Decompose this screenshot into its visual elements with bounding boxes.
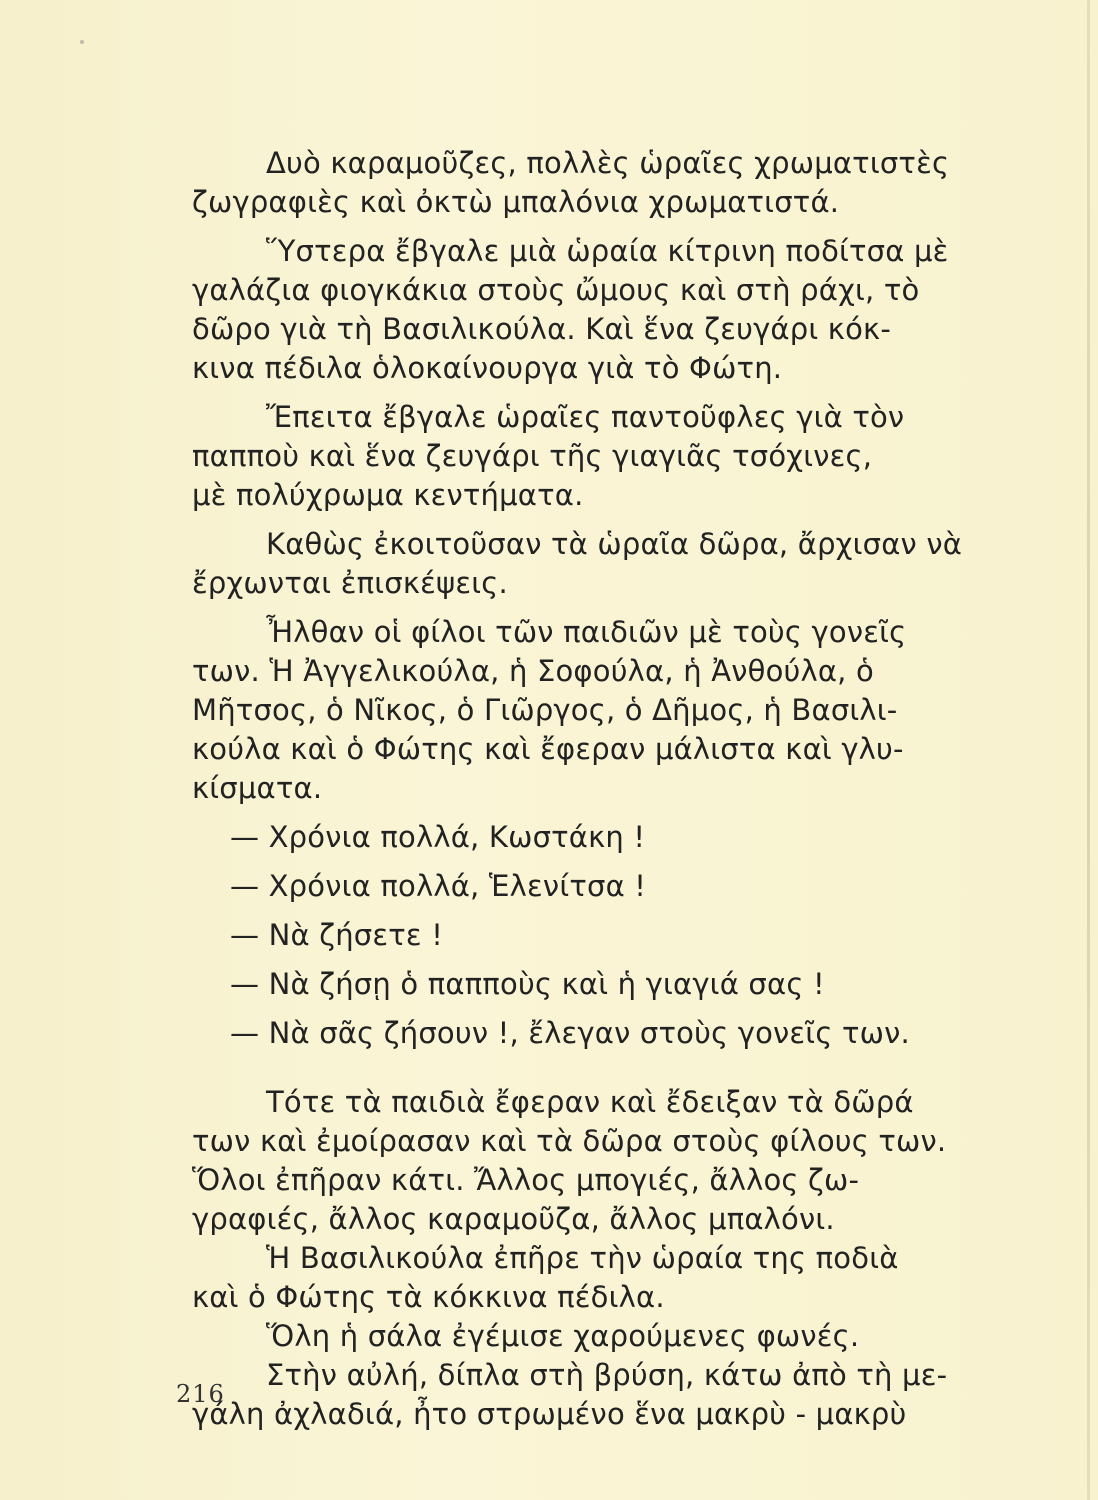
text-line: γραφιές, ἄλλος καραμοῦζα, ἄλλος μπαλόνι.: [192, 1202, 835, 1236]
page-number: 216: [176, 1380, 225, 1408]
text-line: Ἦλθαν οἱ φίλοι τῶν παιδιῶν μὲ τοὺς γονεῖς: [266, 615, 907, 649]
paper-speck: [80, 40, 84, 44]
text-line: Ὕστερα ἔβγαλε μιὰ ὡραία κίτρινη ποδίτσα μὲ: [266, 234, 949, 268]
text-line: μὲ πολύχρωμα κεντήματα.: [192, 478, 584, 512]
text-line: των. Ἡ Ἀγγελικούλα, ἡ Σοφούλα, ἡ Ἀνθούλα, ὁ: [192, 654, 874, 688]
text-line: παπποὺ καὶ ἕνα ζευγάρι τῆς γιαγιᾶς τσόχινες,: [192, 439, 873, 473]
text-line: Ἔπειτα ἔβγαλε ὡραῖες παντοῦφλες γιὰ τὸν: [266, 400, 905, 434]
text-line: Στὴν αὐλή, δίπλα στὴ βρύση, κάτω ἀπὸ τὴ με-: [266, 1358, 948, 1392]
text-line: Καθὼς ἐκοιτοῦσαν τὰ ὡραῖα δῶρα, ἄρχισαν νὰ: [266, 527, 963, 561]
text-line: Τότε τὰ παιδιὰ ἔφεραν καὶ ἔδειξαν τὰ δῶρά: [266, 1085, 914, 1119]
dialog-line: — Χρόνια πολλά, Ἑλενίτσα !: [230, 869, 647, 903]
text-line: κούλα καὶ ὁ Φώτης καὶ ἔφεραν μάλιστα καὶ γλυ-: [192, 732, 904, 766]
text-line: Δυὸ καραμοῦζες, πολλὲς ὡραῖες χρωματιστὲς: [266, 146, 950, 180]
text-line: Ἡ Βασιλικούλα ἐπῆρε τὴν ὡραία της ποδιὰ: [266, 1241, 899, 1275]
text-line: κινα πέδιλα ὁλοκαίνουργα γιὰ τὸ Φώτη.: [192, 351, 783, 385]
text-line: ζωγραφιὲς καὶ ὀκτὼ μπαλόνια χρωματιστά.: [192, 185, 840, 219]
text-line: των καὶ ἐμοίρασαν καὶ τὰ δῶρα στοὺς φίλους των.: [192, 1124, 947, 1158]
body-text: [192, 144, 1012, 1434]
text-line: Μῆτσος, ὁ Νῖκος, ὁ Γιῶργος, ὁ Δῆμος, ἡ Βασιλι-: [192, 693, 898, 727]
text-line: γαλάζια φιογκάκια στοὺς ὤμους καὶ στὴ ράχι, τὸ: [192, 273, 920, 307]
dialog-line: — Νὰ ζήσῃ ὁ παπποὺς καὶ ἡ γιαγιά σας !: [230, 967, 825, 1001]
text-line: Ὅλη ἡ σάλα ἐγέμισε χαρούμενες φωνές.: [266, 1319, 860, 1353]
text-line: κίσματα.: [192, 771, 323, 805]
dialog-line: — Νὰ σᾶς ζήσουν !, ἔλεγαν στοὺς γονεῖς των.: [230, 1016, 910, 1050]
text-line: ἔρχωνται ἐπισκέψεις.: [192, 566, 508, 600]
page-edge: [1087, 0, 1090, 1500]
text-line: Ὅλοι ἐπῆραν κάτι. Ἄλλος μπογιές, ἄλλος ζω-: [192, 1163, 860, 1197]
text-line: γάλη ἀχλαδιά, ἦτο στρωμένο ἕνα μακρὺ - μακρὺ: [192, 1397, 907, 1431]
dialog-line: — Χρόνια πολλά, Κωστάκη !: [230, 820, 646, 854]
text-line: δῶρο γιὰ τὴ Βασιλικούλα. Καὶ ἕνα ζευγάρι κόκ-: [192, 312, 891, 346]
dialog-line: — Νὰ ζήσετε !: [230, 918, 444, 952]
text-line: καὶ ὁ Φώτης τὰ κόκκινα πέδιλα.: [192, 1280, 665, 1314]
